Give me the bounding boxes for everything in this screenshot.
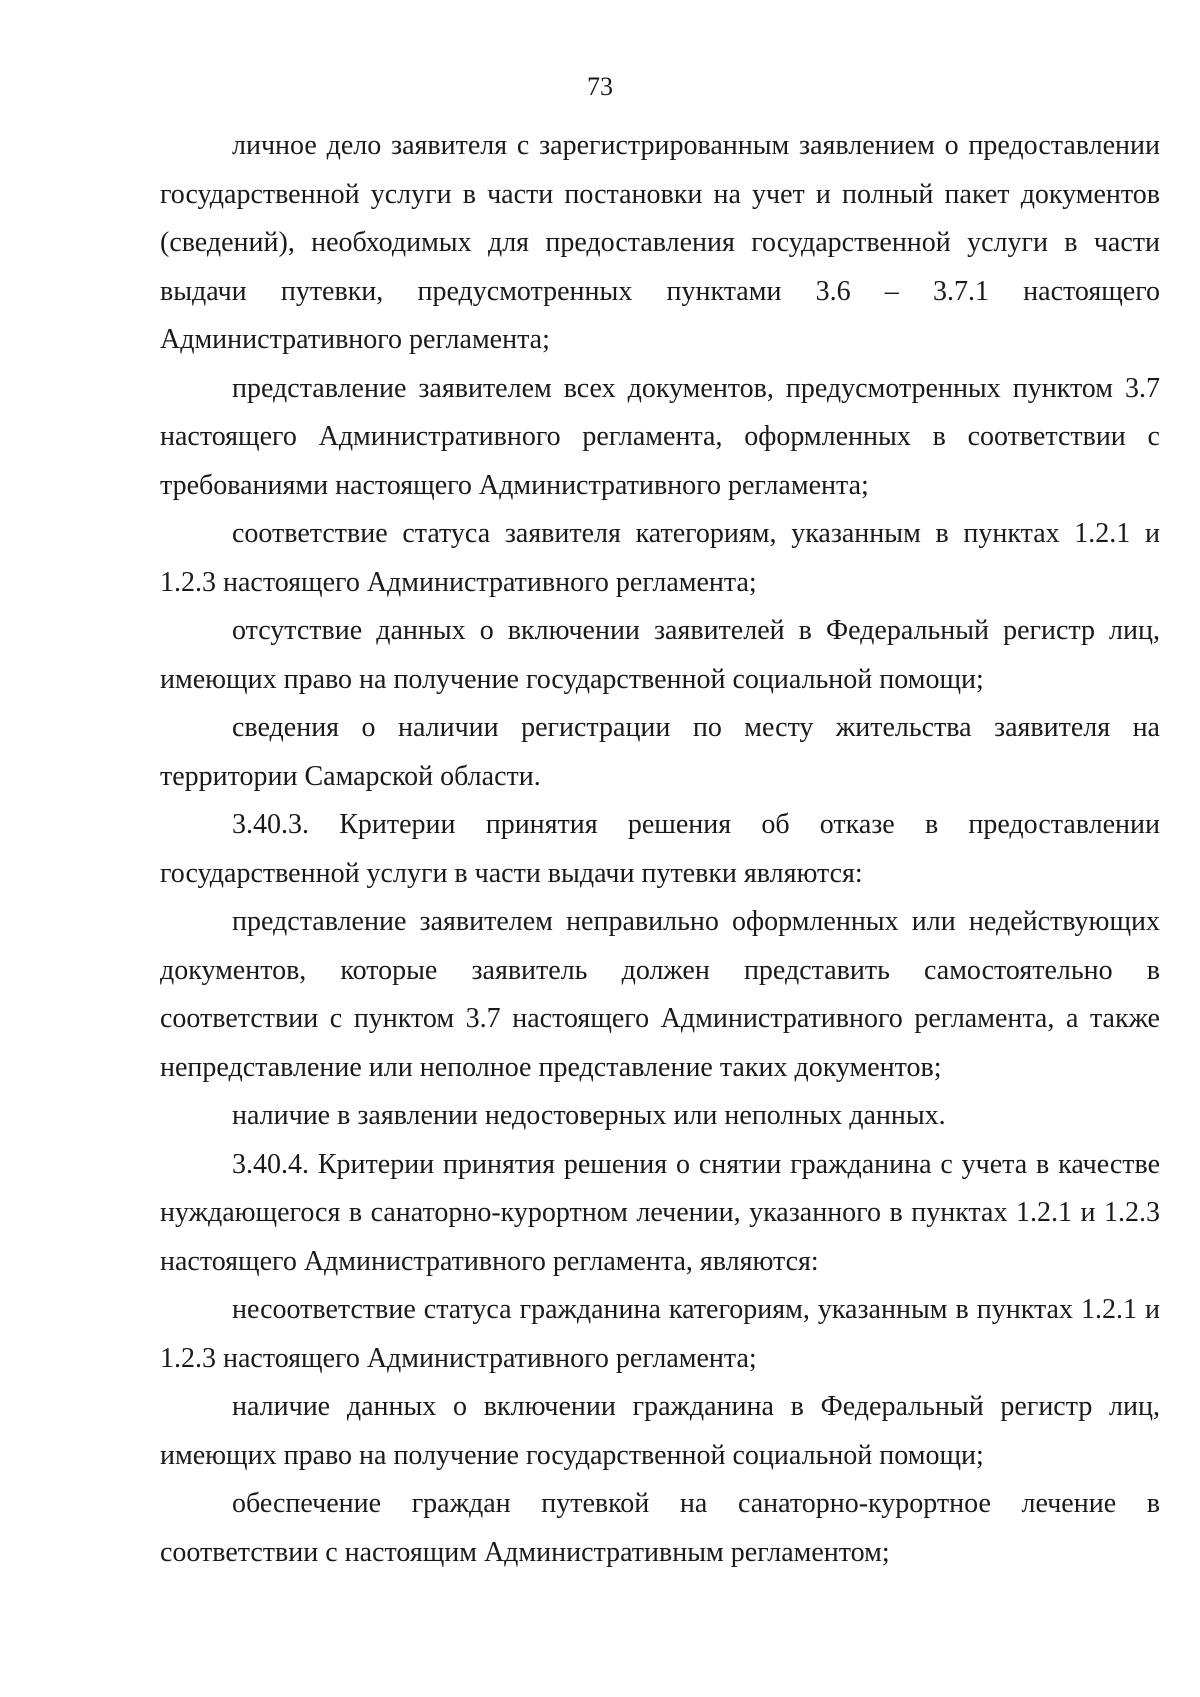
document-body: [160, 122, 1160, 1577]
paragraph-submission-of-documents: представление заявителем всех документов, предусмотренных пунктом 3.7 настоящего Административного регламента, оформленных в соответствии с требованиями настоящего Административного регламента;: [160, 372, 1160, 501]
page-number: 73: [587, 72, 613, 101]
paragraph-unreliable-data: наличие в заявлении недостоверных или неполных данных.: [232, 1100, 946, 1131]
paragraph-provided-with-voucher: обеспечение граждан путевкой на санаторно-курортное лечение в соответствии с настоящим Административным регламентом;: [160, 1488, 1160, 1568]
paragraph-registration-info: сведения о наличии регистрации по месту жительства заявителя на территории Самарской области.: [160, 712, 1160, 792]
paragraph-section-3-40-3: 3.40.3. Критерии принятия решения об отказе в предоставлении государственной услуги в части выдачи путевки являются:: [160, 809, 1160, 889]
paragraph-status-mismatch: несоответствие статуса гражданина категориям, указанным в пунктах 1.2.1 и 1.2.3 настоящего Административного регламента;: [160, 1294, 1160, 1374]
paragraph-invalid-documents: представление заявителем неправильно оформленных или недействующих документов, которые заявитель должен представить самостоятельно в соответствии с пунктом 3.7 настоящего Административного регламента, а также непредставление или неполное представление таких документов;: [160, 906, 1160, 1083]
paragraph-absence-in-register: отсутствие данных о включении заявителей в Федеральный регистр лиц, имеющих право на получение государственной социальной помощи;: [160, 615, 1160, 695]
paragraph-included-in-register: наличие данных о включении гражданина в Федеральный регистр лиц, имеющих право на получение государственной социальной помощи;: [160, 1391, 1160, 1471]
paragraph-section-3-40-4: 3.40.4. Критерии принятия решения о снятии гражданина с учета в качестве нуждающегося в санаторно-курортном лечении, указанного в пунктах 1.2.1 и 1.2.3 настоящего Административного регламента, являются:: [160, 1148, 1160, 1277]
paragraph-status-compliance: соответствие статуса заявителя категориям, указанным в пунктах 1.2.1 и 1.2.3 настоящего Административного регламента;: [160, 518, 1160, 598]
paragraph-personal-file: личное дело заявителя с зарегистрированным заявлением о предоставлении государственной услуги в части постановки на учет и полный пакет документов (сведений), необходимых для предоставления государственной услуги в части выдачи путевки, предусмотренных пунктами 3.6 – 3.7.1 настоящего Административного регламента;: [160, 130, 1160, 355]
